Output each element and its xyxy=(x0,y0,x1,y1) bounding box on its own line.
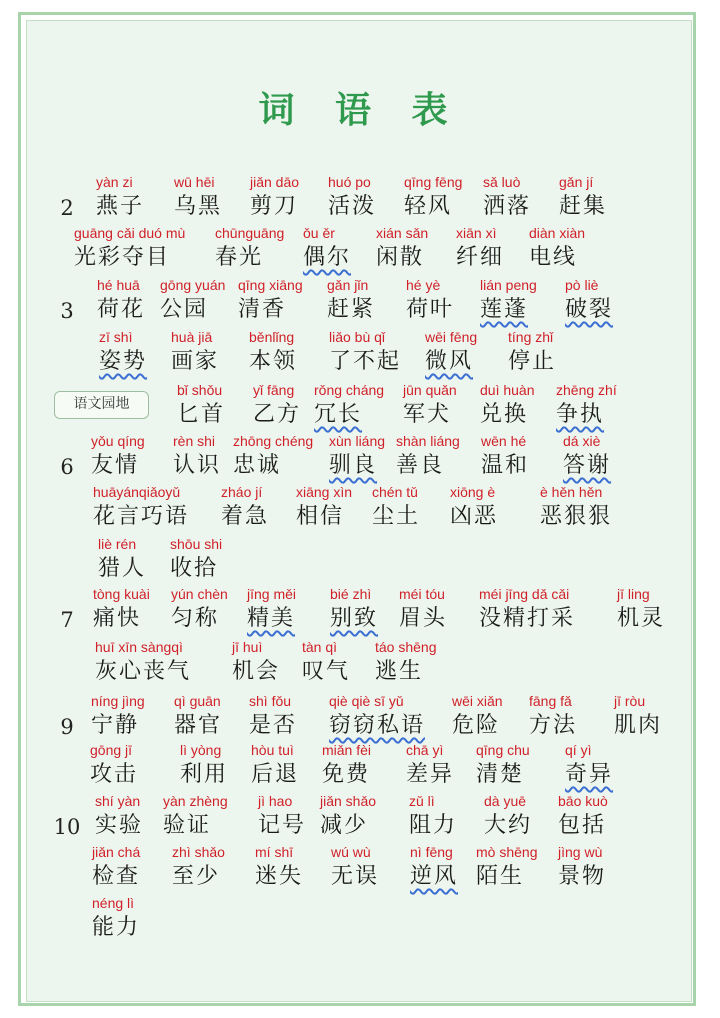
lesson-number: 9 xyxy=(60,715,74,739)
hanzi: 攻击 xyxy=(90,762,139,787)
vocab-word xyxy=(95,637,191,687)
hanzi: 画家 xyxy=(171,349,220,374)
pinyin: qīng xiāng xyxy=(238,277,303,293)
vocab-word xyxy=(330,584,378,634)
hanzi: 忠诚 xyxy=(233,453,282,478)
vocab-word xyxy=(99,327,147,377)
vocab-word xyxy=(403,380,457,430)
vocab-row xyxy=(0,584,720,634)
hanzi: 荷花 xyxy=(97,297,146,322)
pinyin: jī ling xyxy=(617,586,650,602)
hanzi: 器官 xyxy=(174,713,223,738)
hanzi: 偶尔 xyxy=(303,245,352,270)
hanzi: 能力 xyxy=(92,915,141,940)
hanzi: 恶狠狠 xyxy=(540,504,613,529)
pinyin: wēi fēng xyxy=(425,329,478,345)
vocab-word xyxy=(565,740,613,790)
lesson-number: 3 xyxy=(60,299,74,323)
hanzi: 机灵 xyxy=(617,606,666,631)
pinyin: yàn zhèng xyxy=(163,793,228,809)
hanzi: 活泼 xyxy=(328,194,377,219)
pinyin: huó po xyxy=(328,174,371,190)
vocab-word xyxy=(320,791,376,841)
vocab-word xyxy=(322,740,371,790)
lesson-number: 10 xyxy=(53,815,81,839)
pinyin: wēi xiǎn xyxy=(452,693,503,709)
pinyin: shí yàn xyxy=(95,793,141,809)
hanzi: 眉头 xyxy=(399,606,448,631)
pinyin: rǒng cháng xyxy=(314,382,385,398)
vocab-word xyxy=(409,791,457,841)
vocab-word xyxy=(97,275,145,325)
vocab-word xyxy=(177,380,225,430)
vocab-word xyxy=(170,534,222,584)
vocab-word xyxy=(508,327,556,377)
vocab-row xyxy=(0,740,720,790)
vocab-word xyxy=(171,327,219,377)
pinyin: gǎn jí xyxy=(559,174,594,190)
vocab-word xyxy=(327,275,375,325)
pinyin: chā yì xyxy=(406,742,444,758)
pinyin: bāo kuò xyxy=(558,793,608,809)
hanzi: 荷叶 xyxy=(406,297,455,322)
vocab-row xyxy=(0,431,720,481)
vocab-word xyxy=(376,223,428,273)
pinyin: néng lì xyxy=(92,895,135,911)
vocab-word xyxy=(91,431,145,481)
pinyin: gōng jī xyxy=(90,742,133,758)
hanzi: 差异 xyxy=(406,762,455,787)
pinyin: qì guān xyxy=(174,693,221,709)
vocab-word xyxy=(258,791,306,841)
vocab-word xyxy=(450,482,498,532)
vocab-word xyxy=(484,791,532,841)
hanzi: 莲蓬 xyxy=(480,297,529,322)
vocab-word xyxy=(328,172,376,222)
hanzi: 叹气 xyxy=(302,659,351,684)
hanzi: 大约 xyxy=(484,813,533,838)
hanzi: 逆风 xyxy=(410,864,459,889)
vocab-word xyxy=(173,431,221,481)
vocab-word xyxy=(404,172,462,222)
vocab-word xyxy=(331,842,379,892)
pinyin: jì hao xyxy=(258,793,293,809)
hanzi: 阻力 xyxy=(409,813,458,838)
pinyin: zhēng zhí xyxy=(556,382,617,398)
vocab-word xyxy=(172,842,225,892)
vocab-word xyxy=(233,431,313,481)
pinyin: shì fǒu xyxy=(249,693,292,709)
hanzi: 免费 xyxy=(322,762,371,787)
vocab-word xyxy=(396,431,460,481)
hanzi: 光彩夺目 xyxy=(74,245,171,270)
hanzi: 温和 xyxy=(481,453,530,478)
vocab-word xyxy=(96,172,144,222)
lesson-number: 2 xyxy=(60,196,74,220)
vocab-word xyxy=(529,223,585,273)
pinyin: gōng yuán xyxy=(160,277,226,293)
vocab-word xyxy=(481,431,529,481)
vocab-word xyxy=(74,223,185,273)
hanzi: 纤细 xyxy=(456,245,505,270)
pinyin: yǒu qíng xyxy=(91,433,145,449)
hanzi: 检查 xyxy=(92,864,141,889)
pinyin: jīng měi xyxy=(247,586,297,602)
pinyin: zhōng chéng xyxy=(233,433,314,449)
vocab-word xyxy=(91,691,145,741)
hanzi: 争执 xyxy=(556,402,605,427)
pinyin: tàn qì xyxy=(302,639,338,655)
pinyin: wēn hé xyxy=(481,433,527,449)
hanzi: 奇异 xyxy=(565,762,614,787)
hanzi: 破裂 xyxy=(565,297,614,322)
hanzi: 是否 xyxy=(249,713,298,738)
hanzi: 春光 xyxy=(215,245,264,270)
hanzi: 兑换 xyxy=(480,402,529,427)
vocab-word xyxy=(238,275,303,325)
hanzi: 尘土 xyxy=(372,504,421,529)
vocab-word xyxy=(171,584,228,634)
pinyin: liè rén xyxy=(98,536,137,552)
section-badge: 语文园地 xyxy=(54,391,149,419)
hanzi: 匕首 xyxy=(177,402,226,427)
hanzi: 收拾 xyxy=(170,556,219,581)
pinyin: jiǎn chá xyxy=(92,844,141,860)
vocab-word xyxy=(425,327,477,377)
hanzi: 花言巧语 xyxy=(93,504,190,529)
vocab-word xyxy=(174,172,222,222)
vocab-word xyxy=(249,327,297,377)
pinyin: hé huā xyxy=(97,277,140,293)
pinyin: wú wù xyxy=(331,844,371,860)
vocab-word xyxy=(215,223,284,273)
pinyin: yàn zi xyxy=(96,174,133,190)
pinyin: chén tǔ xyxy=(372,484,418,500)
hanzi: 善良 xyxy=(396,453,445,478)
vocab-word xyxy=(93,482,189,532)
pinyin: hòu tuì xyxy=(251,742,294,758)
vocab-word xyxy=(160,275,225,325)
hanzi: 没精打采 xyxy=(479,606,576,631)
hanzi: 停止 xyxy=(508,349,557,374)
vocab-row xyxy=(0,380,720,430)
vocab-row xyxy=(0,482,720,532)
vocab-word xyxy=(565,275,613,325)
vocab-word xyxy=(314,380,384,430)
pinyin: jiǎn shǎo xyxy=(320,793,377,809)
pinyin: tíng zhǐ xyxy=(508,329,554,345)
vocab-word xyxy=(480,380,535,430)
pinyin: mí shī xyxy=(255,844,294,860)
hanzi: 危险 xyxy=(452,713,501,738)
pinyin: zī shì xyxy=(99,329,133,345)
hanzi: 赶集 xyxy=(559,194,608,219)
pinyin: méi jīng dǎ cǎi xyxy=(479,586,570,602)
vocab-word xyxy=(180,740,228,790)
vocab-word xyxy=(483,172,531,222)
pinyin: xùn liáng xyxy=(329,433,386,449)
pinyin: gǎn jǐn xyxy=(327,277,369,293)
pinyin: xiān xì xyxy=(456,225,497,241)
pinyin: mò shēng xyxy=(476,844,538,860)
pinyin: yǐ fāng xyxy=(253,382,295,398)
lesson-number: 6 xyxy=(60,455,74,479)
vocab-word xyxy=(399,584,447,634)
pinyin: tòng kuài xyxy=(93,586,150,602)
pinyin: huī xīn sàngqì xyxy=(95,639,183,655)
vocab-row xyxy=(0,893,720,943)
vocab-word xyxy=(255,842,303,892)
hanzi: 着急 xyxy=(221,504,270,529)
hanzi: 驯良 xyxy=(329,453,378,478)
pinyin: jī huì xyxy=(232,639,263,655)
pinyin: qiè qiè sī yǔ xyxy=(329,693,404,709)
vocab-word xyxy=(372,482,420,532)
pinyin: shōu shi xyxy=(170,536,223,552)
pinyin: dà yuē xyxy=(484,793,527,809)
hanzi: 军犬 xyxy=(403,402,452,427)
vocab-row xyxy=(0,275,720,325)
hanzi: 后退 xyxy=(251,762,300,787)
pinyin: jī ròu xyxy=(614,693,646,709)
vocab-word xyxy=(375,637,437,687)
vocab-word xyxy=(529,691,577,741)
vocab-word xyxy=(98,534,146,584)
pinyin: ǒu ěr xyxy=(303,225,335,241)
pinyin: běnlǐng xyxy=(249,329,295,345)
pinyin: diàn xiàn xyxy=(529,225,586,241)
hanzi: 剪刀 xyxy=(250,194,299,219)
hanzi: 友情 xyxy=(91,453,140,478)
pinyin: wū hēi xyxy=(174,174,215,190)
page-title: 词 语 表 xyxy=(258,89,462,131)
pinyin: huà jiā xyxy=(171,329,213,345)
pinyin: miǎn fèi xyxy=(322,742,372,758)
hanzi: 减少 xyxy=(320,813,369,838)
vocab-word xyxy=(556,380,617,430)
pinyin: nì fēng xyxy=(410,844,453,860)
hanzi: 乌黑 xyxy=(174,194,223,219)
pinyin: zǔ lì xyxy=(409,793,435,809)
lesson-number: 7 xyxy=(60,608,74,632)
vocab-word xyxy=(95,791,143,841)
vocab-row xyxy=(0,637,720,687)
hanzi: 精美 xyxy=(247,606,296,631)
vocab-word xyxy=(93,584,150,634)
vocab-word xyxy=(250,172,299,222)
vocab-word xyxy=(406,275,454,325)
hanzi: 电线 xyxy=(529,245,578,270)
pinyin: rèn shi xyxy=(173,433,216,449)
hanzi: 赶紧 xyxy=(327,297,376,322)
hanzi: 别致 xyxy=(330,606,379,631)
hanzi: 本领 xyxy=(249,349,298,374)
vocab-row xyxy=(0,327,720,377)
hanzi: 记号 xyxy=(258,813,307,838)
pinyin: è hěn hěn xyxy=(540,484,603,500)
vocab-word xyxy=(90,740,138,790)
pinyin: jiǎn dāo xyxy=(250,174,300,190)
vocab-word xyxy=(617,584,665,634)
pinyin: hé yè xyxy=(406,277,441,293)
hanzi: 微风 xyxy=(425,349,474,374)
hanzi: 清香 xyxy=(238,297,287,322)
vocab-word xyxy=(232,637,280,687)
vocab-word xyxy=(476,740,530,790)
pinyin: jūn quǎn xyxy=(403,382,457,398)
vocab-row xyxy=(0,534,720,584)
vocab-row xyxy=(0,691,720,741)
pinyin: lián peng xyxy=(480,277,537,293)
pinyin: qí yì xyxy=(565,742,592,758)
hanzi: 逃生 xyxy=(375,659,424,684)
pinyin: zháo jí xyxy=(221,484,263,500)
hanzi: 猎人 xyxy=(98,556,147,581)
vocab-word xyxy=(296,482,352,532)
hanzi: 方法 xyxy=(529,713,578,738)
pinyin: fāng fǎ xyxy=(529,693,572,709)
pinyin: zhì shǎo xyxy=(172,844,225,860)
pinyin: dá xiè xyxy=(563,433,601,449)
pinyin: qīng fēng xyxy=(404,174,463,190)
pinyin: chūnguāng xyxy=(215,225,285,241)
vocab-word xyxy=(302,637,350,687)
vocab-word xyxy=(614,691,662,741)
pinyin: qīng chu xyxy=(476,742,530,758)
vocab-word xyxy=(563,431,611,481)
hanzi: 包括 xyxy=(558,813,607,838)
hanzi: 姿势 xyxy=(99,349,148,374)
pinyin: guāng cǎi duó mù xyxy=(74,225,186,241)
vocab-word xyxy=(479,584,575,634)
hanzi: 验证 xyxy=(163,813,212,838)
pinyin: duì huàn xyxy=(480,382,535,398)
hanzi: 窃窃私语 xyxy=(329,713,426,738)
vocab-word xyxy=(406,740,454,790)
hanzi: 公园 xyxy=(160,297,209,322)
vocab-row xyxy=(0,842,720,892)
hanzi: 肌肉 xyxy=(614,713,663,738)
vocab-word xyxy=(558,791,608,841)
hanzi: 冗长 xyxy=(314,402,363,427)
hanzi: 清楚 xyxy=(476,762,525,787)
vocab-word xyxy=(329,691,425,741)
pinyin: xiāng xìn xyxy=(296,484,353,500)
vocab-word xyxy=(174,691,222,741)
hanzi: 痛快 xyxy=(93,606,142,631)
hanzi: 匀称 xyxy=(171,606,220,631)
vocab-word xyxy=(92,893,140,943)
vocab-word xyxy=(456,223,504,273)
pinyin: pò liè xyxy=(565,277,599,293)
vocab-row xyxy=(0,223,720,273)
hanzi: 答谢 xyxy=(563,453,612,478)
pinyin: xián sǎn xyxy=(376,225,429,241)
vocab-word xyxy=(249,691,297,741)
vocab-word xyxy=(329,327,401,377)
vocab-word xyxy=(410,842,458,892)
hanzi: 宁静 xyxy=(91,713,140,738)
vocab-word xyxy=(452,691,503,741)
hanzi: 乙方 xyxy=(253,402,302,427)
pinyin: méi tóu xyxy=(399,586,445,602)
hanzi: 认识 xyxy=(173,453,222,478)
vocab-word xyxy=(329,431,385,481)
vocab-row xyxy=(0,791,720,841)
hanzi: 灰心丧气 xyxy=(95,659,192,684)
hanzi: 凶恶 xyxy=(450,504,499,529)
hanzi: 轻风 xyxy=(404,194,453,219)
hanzi: 洒落 xyxy=(483,194,532,219)
vocab-word xyxy=(163,791,228,841)
vocab-word xyxy=(221,482,269,532)
hanzi: 了不起 xyxy=(329,349,402,374)
vocab-row xyxy=(0,172,720,222)
vocab-word xyxy=(558,842,606,892)
vocab-word xyxy=(303,223,351,273)
hanzi: 至少 xyxy=(172,864,221,889)
pinyin: shàn liáng xyxy=(396,433,460,449)
hanzi: 闲散 xyxy=(376,245,425,270)
pinyin: níng jìng xyxy=(91,693,145,709)
vocab-word xyxy=(559,172,607,222)
hanzi: 景物 xyxy=(558,864,607,889)
vocab-word xyxy=(92,842,140,892)
pinyin: huāyánqiǎoyǔ xyxy=(93,484,181,500)
pinyin: sǎ luò xyxy=(483,174,521,190)
pinyin: jìng wù xyxy=(558,844,603,860)
vocab-word xyxy=(476,842,537,892)
hanzi: 机会 xyxy=(232,659,281,684)
hanzi: 利用 xyxy=(180,762,229,787)
pinyin: táo shēng xyxy=(375,639,437,655)
pinyin: bǐ shǒu xyxy=(177,382,223,398)
vocab-word xyxy=(251,740,299,790)
vocab-word xyxy=(480,275,537,325)
hanzi: 无误 xyxy=(331,864,380,889)
pinyin: bié zhì xyxy=(330,586,372,602)
pinyin: xiōng è xyxy=(450,484,496,500)
pinyin: lì yòng xyxy=(180,742,222,758)
vocab-word xyxy=(247,584,296,634)
hanzi: 陌生 xyxy=(476,864,525,889)
vocab-word xyxy=(540,482,612,532)
hanzi: 燕子 xyxy=(96,194,145,219)
pinyin: liǎo bù qǐ xyxy=(329,329,386,345)
hanzi: 实验 xyxy=(95,813,144,838)
hanzi: 迷失 xyxy=(255,864,304,889)
hanzi: 相信 xyxy=(296,504,345,529)
pinyin: yún chèn xyxy=(171,586,228,602)
vocab-word xyxy=(253,380,301,430)
